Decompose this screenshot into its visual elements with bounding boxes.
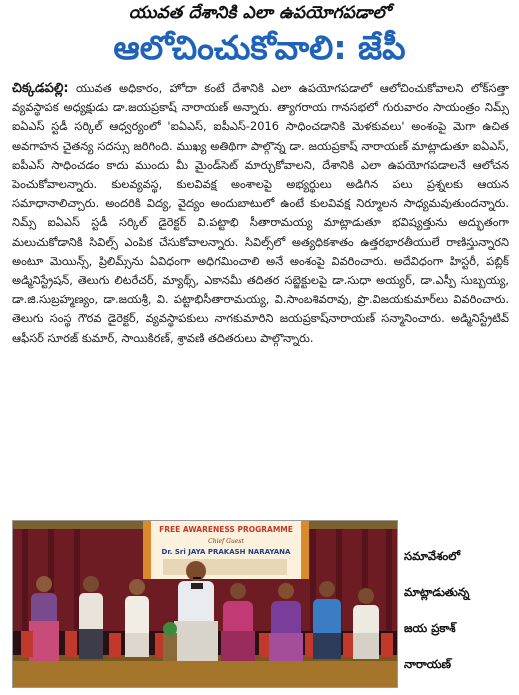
caption-line: సమావేశంలో xyxy=(404,549,461,563)
kicker-headline: యువత దేశానికి ఎలా ఉపయోగపడాలో xyxy=(128,3,391,23)
banner-chief-guest: Dr. Sri JAYA PRAKASH NARAYANA xyxy=(161,548,291,556)
banner-title: FREE AWARENESS PROGRAMME xyxy=(159,525,293,534)
caption-line: మాట్లాడుతున్న xyxy=(404,585,470,599)
article-body xyxy=(12,79,509,348)
caption-line: నారాయణ్ xyxy=(404,657,452,671)
main-headline: ఆలోచించుకోవాలి: జేపీ xyxy=(113,28,406,67)
article-body-text: యువత అధికారం, హోదా కంటే దేశానికి ఎలా ఉపయోగపడాలో ఆలోచించుకోవాలని లోక్‌సత్తా వ్యవస్థాపక అధ్యక్షుడు డా.జయప్రకాష్ నారాయణ్ అన్నారు. త్యాగరాయ గానసభలో గురువారం సాయంత్రం నిమ్స్ ఐఏఎస్ స్టడీ సర్కిల్ ఆధ్వర్యంలో 'ఐఏఎస్, ఐపీఎస్-2016 సాధించడానికి మెళకువలు' అంశంపై మెగా ఉచిత అవగాహన చైతన్య సదస్సు జరిగింది. ముఖ్య అతిథిగా పాల్గొన్న డా. జయప్రకాష్ నారాయణ్ మాట్లాడుతూ ఐఏఎస్, ఐపీఎస్ సాధించడం కాదు ముందు మీ మైండ్‌సెట్ మార్చుకోవాలని, దేశానికి ఎలా ఉపయోగపడాలనే ఆలోచన పెంచుకోవాలన్నారు. కులవ్యవస్థ, కులవివక్ష అంశాలపై అభ్యర్థులు అడిగిన పలు ప్రశ్నలకు ఆయన సమాధానాలిచ్చారు. అందరికి విద్య, వైద్యం అందుబాటులో ఉంటే కులవివక్ష నిర్మూలన సాధ్యమవుతుందన్నారు. నిమ్స్ ఐఏఎస్ స్టడీ సర్కిల్ డైరెక్టర్ వి.పట్టాభి సీతారామయ్య మాట్లాడుతూ భవిష్యత్తును అద్భుతంగా మలుచుకోడానికి సివిల్స్ ఎంపిక చేసుకోవాలన్నారు. సివిల్స్‌లో అత్యధికశాతం ఉత్తరభారతీయులే రాణిస్తున్నారని అంటూ మెయిన్స్, ప్రిలిమ్స్‌ను ఏవిధంగా అధిగమించాలి అనే అంశంపై వివరించారు. అదేవిధంగా హిస్టరీ, పబ్లిక్ అడ్మినిస్ట్రేషన్, తెలుగు లిటరేచర్, మ్యాథ్స్, ఎకానమీ తదితర సబ్జెక్టులపై డా.సుధా అయ్యర్, డా.ఎస్పీ సుబ్బయ్య, డా.జి.సుబ్రహ్మణ్యం, డా.జయశ్రీ, వి. పట్టాభిసీతారామయ్య, వి.సాంబశివరావు, ప్రొ.విజయకుమార్‌లు వివరించారు. తెలుగు సంస్థ గౌరవ డైరెక్టర్, వ్యవస్థాపకులు నాగకుమారిని జయప్రకాష్‌నారాయణ్ సన్మానించారు. అడ్మినిస్ట్రేటివ్ ఆఫీసర్ సూరజ్ కుమార్, సాయికిరణ్, శ్రావణి తదితరులు పాల్గొన్నారు. xyxy=(12,81,509,345)
dateline: చిక్కడపల్లి: xyxy=(12,81,69,96)
caption-line: జయ ప్రకాశ్ xyxy=(404,621,456,635)
photo-caption xyxy=(404,538,512,682)
banner-subtitle: Chief Guest xyxy=(208,538,244,545)
event-photo xyxy=(12,520,398,688)
